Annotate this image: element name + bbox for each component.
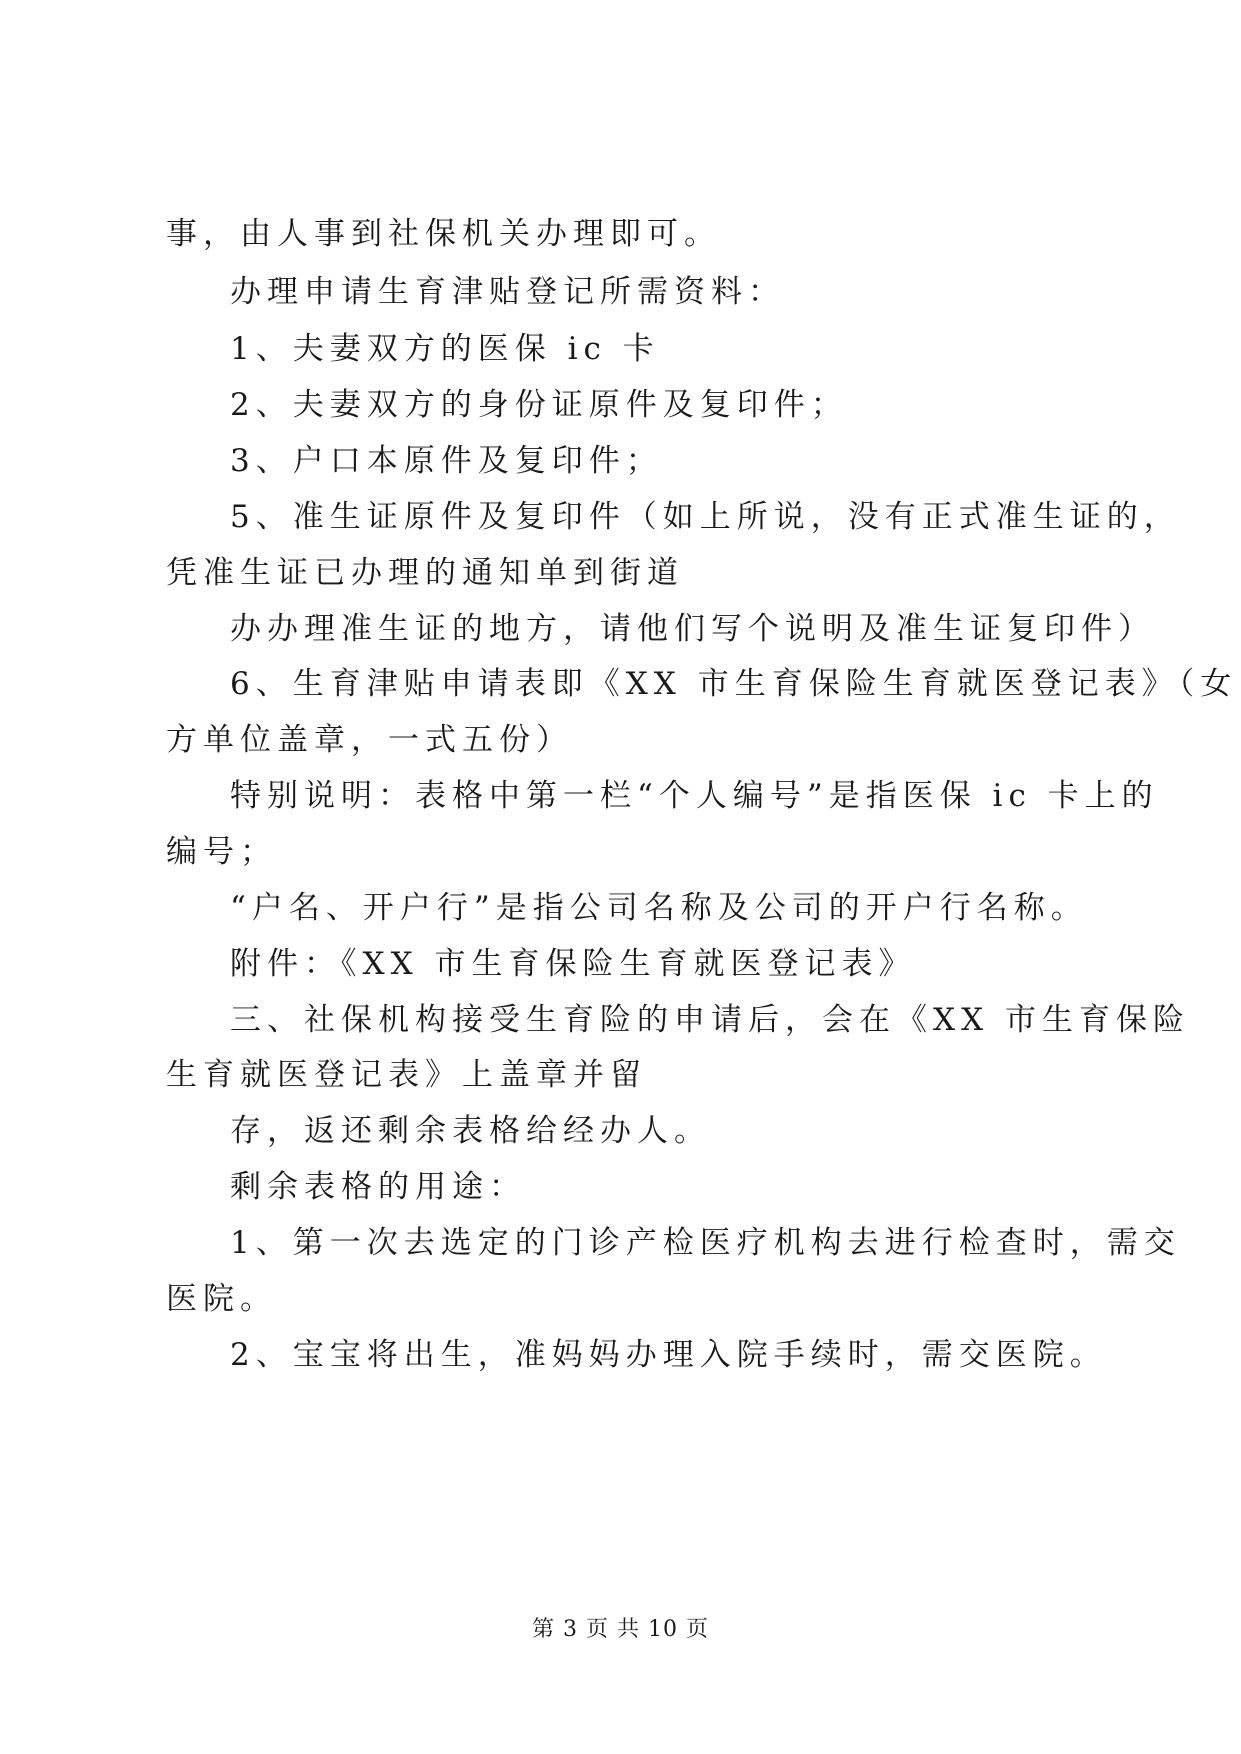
section-paragraph: 三、社保机构接受生育险的申请后，会在《XX 市生育保险 bbox=[230, 1002, 1190, 1038]
paragraph-line: 生育就医登记表》上盖章并留 bbox=[166, 1057, 647, 1093]
paragraph-line: 凭准生证已办理的通知单到街道 bbox=[166, 555, 684, 591]
note-paragraph: 特别说明：表格中第一栏“个人编号”是指医保 ic 卡上的 bbox=[230, 778, 1159, 814]
paragraph-line: 存，返还剩余表格给经办人。 bbox=[230, 1113, 711, 1149]
list-item: 2、夫妻双方的身份证原件及复印件； bbox=[230, 387, 848, 423]
list-item: 2、宝宝将出生，准妈妈办理入院手续时，需交医院。 bbox=[230, 1337, 1107, 1373]
list-item: 6、生育津贴申请表即《XX 市生育保险生育就医登记表》（女 bbox=[230, 666, 1238, 702]
list-item: 1、第一次去选定的门诊产检医疗机构去进行检查时，需交 bbox=[230, 1225, 1181, 1261]
paragraph-line: 事，由人事到社保机关办理即可。 bbox=[166, 216, 721, 252]
list-item: 1、夫妻双方的医保 ic 卡 bbox=[230, 331, 660, 367]
section-heading: 剩余表格的用途： bbox=[230, 1169, 526, 1205]
paragraph-line: “户名、开户行”是指公司名称及公司的开户行名称。 bbox=[230, 890, 1088, 926]
paragraph-line: 医院。 bbox=[166, 1281, 277, 1317]
section-heading: 办理申请生育津贴登记所需资料： bbox=[230, 274, 785, 310]
list-item: 5、准生证原件及复印件（如上所说，没有正式准生证的， bbox=[230, 499, 1181, 535]
paragraph-line: 方单位盖章，一式五份） bbox=[166, 722, 573, 758]
paragraph-line: 编号； bbox=[166, 834, 277, 870]
list-item: 3、户口本原件及复印件； bbox=[230, 443, 663, 479]
page-number-footer: 第 3 页 共 10 页 bbox=[532, 1617, 709, 1642]
paragraph-line: 办办理准生证的地方，请他们写个说明及准生证复印件） bbox=[230, 611, 1155, 647]
attachment-line: 附件：《XX 市生育保险生育就医登记表》 bbox=[230, 946, 916, 982]
